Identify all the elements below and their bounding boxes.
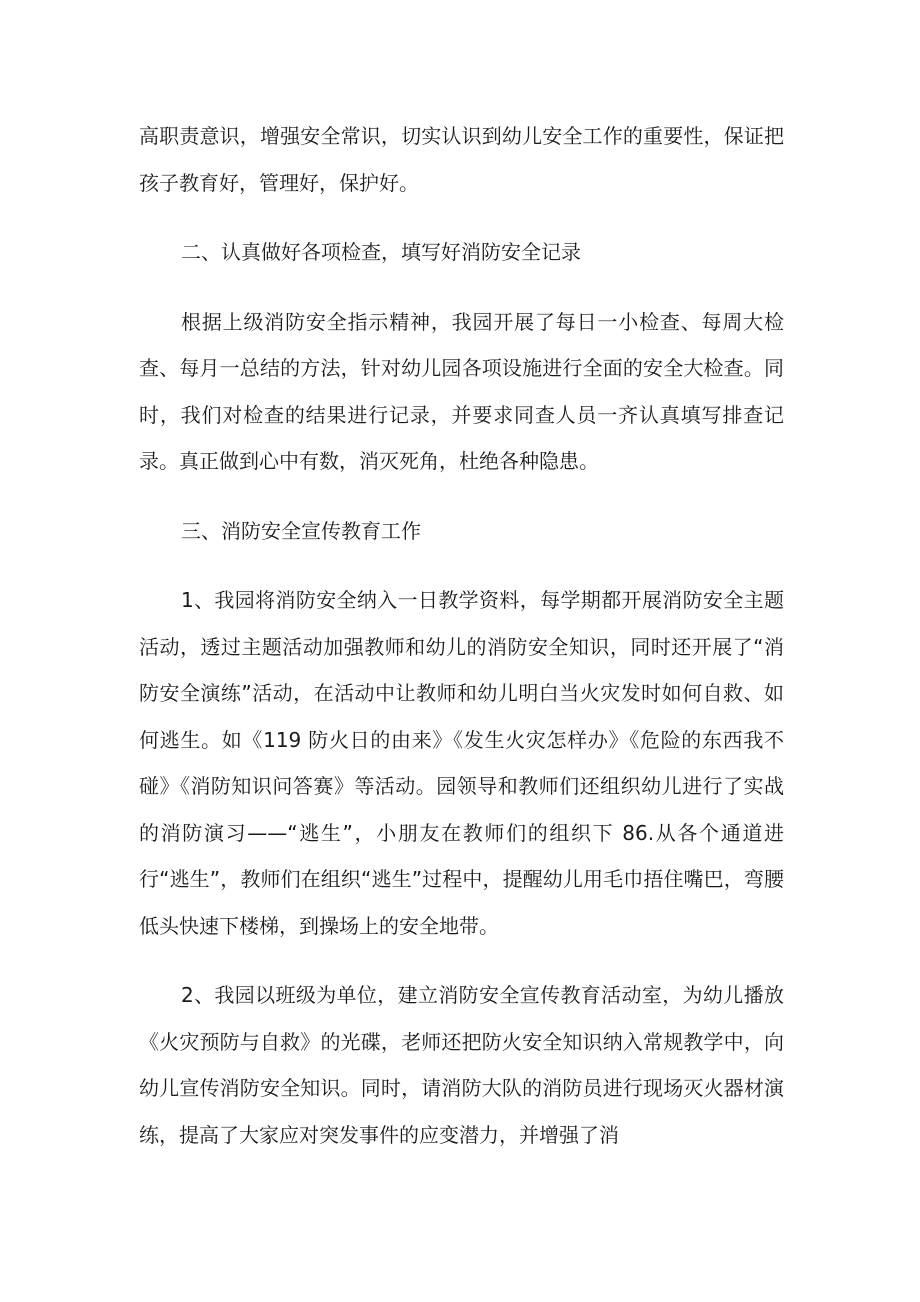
paragraph-item-2: 2、我园以班级为单位，建立消防安全宣传教育活动室，为幼儿播放《火灾预防与自救》的光碟，老师还把防火安全知识纳入常规教学中，向幼儿宣传消防安全知识。同时，请消防大队的消防员进行现场灭火器材演练，提高了大家应对突发事件的应变潜力，并增强了消 xyxy=(139,983,784,1147)
section-heading-2: 二、认真做好各项检查，填写好消防安全记录 xyxy=(181,240,581,264)
paragraph-item-1: 1、我园将消防安全纳入一日教学资料，每学期都开展消防安全主题活动，透过主题活动加强教师和幼儿的消防安全知识，同时还开展了“消防安全演练”活动，在活动中让教师和幼儿明白当火灾发时如何自救、如何逃生。如《119 防火日的由来》《发生火灾怎样办》《危险的东西我不碰》《消防知识问答赛》等活动。园领导和教师们还组织幼儿进行了实战的消防演习——“逃生”，小朋友在教师们的组织下 86.从各个通道进行“逃生”，教师们在组织“逃生”过程中，提醒幼儿用毛巾捂住嘴巴，弯腰低头快速下楼梯，到操场上的安全地带。 xyxy=(139,588,784,938)
section-heading-3: 三、消防安全宣传教育工作 xyxy=(181,518,421,543)
document-body xyxy=(139,113,784,1181)
paragraph-inspection: 根据上级消防安全指示精神，我园开展了每日一小检查、每周大检查、每月一总结的方法，针对幼儿园各项设施进行全面的安全大检查。同时，我们对检查的结果进行记录，并要求同查人员一齐认真填写排查记录。真正做到心中有数，消灭死角，杜绝各种隐患。 xyxy=(139,309,784,473)
paragraph-continuation: 高职责意识，增强安全常识，切实认识到幼儿安全工作的重要性，保证把孩子教育好，管理好，保护好。 xyxy=(139,124,784,195)
